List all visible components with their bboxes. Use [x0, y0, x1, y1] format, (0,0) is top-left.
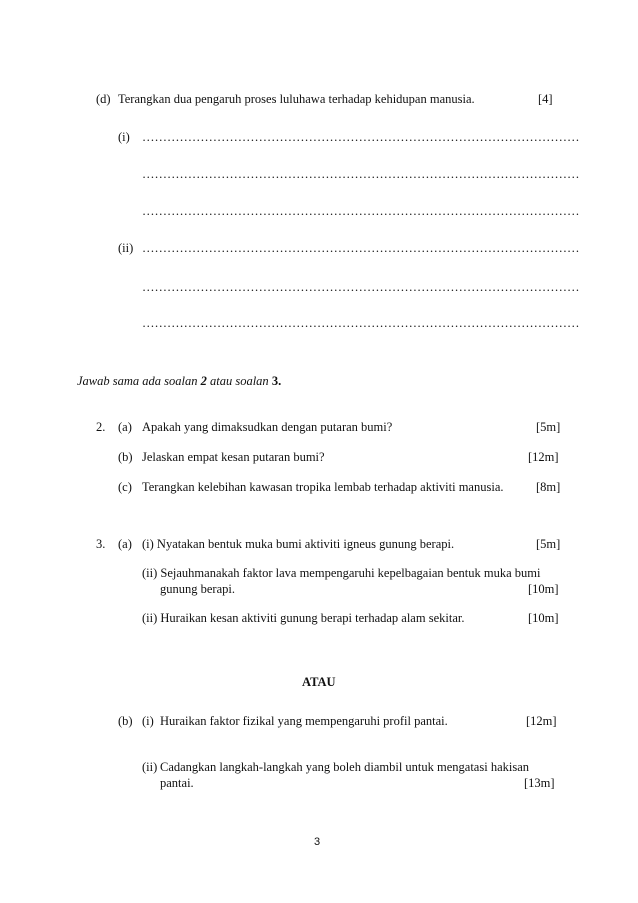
q2b-marks: [12m]: [528, 450, 559, 464]
q3a-iii-marks: [10m]: [528, 611, 559, 625]
q3b-label: (b): [118, 714, 133, 728]
q2c-marks: [8m]: [536, 480, 561, 494]
q2-number: 2.: [96, 420, 106, 434]
q2a-label: (a): [118, 420, 132, 434]
q3b-i-label: (i): [142, 714, 154, 728]
q3b-i-marks: [12m]: [526, 714, 557, 728]
answer-line: ……………………………………………………………………………………………: [142, 167, 580, 181]
q3a-i-text: (i) Nyatakan bentuk muka bumi aktiviti igneus gunung berapi.: [142, 537, 455, 551]
q2c-label: (c): [118, 480, 132, 494]
answer-line: ……………………………………………………………………………………………: [142, 130, 580, 144]
q3a-ii-cont: gunung berapi.: [160, 582, 235, 596]
q3b-i-text: Huraikan faktor fizikal yang mempengaruhi profil pantai.: [160, 714, 448, 728]
q3b-ii-marks: [13m]: [524, 776, 555, 790]
answer-line: ……………………………………………………………………………………………: [142, 316, 580, 330]
q3a-ii-marks: [10m]: [528, 582, 559, 596]
q2c-text: Terangkan kelebihan kawasan tropika lembab terhadap aktiviti manusia.: [142, 480, 504, 494]
q1d-question: Terangkan dua pengaruh proses luluhawa terhadap kehidupan manusia.: [118, 92, 475, 106]
answer-line: ……………………………………………………………………………………………: [142, 241, 580, 255]
q1d-marks: [4]: [538, 92, 553, 106]
q3b-ii-cont: pantai.: [160, 776, 194, 790]
answer-line: ……………………………………………………………………………………………: [142, 280, 580, 294]
q3a-iii-text: (ii) Huraikan kesan aktiviti gunung berapi terhadap alam sekitar.: [142, 611, 465, 625]
instruction: Jawab sama ada soalan 2 atau soalan 3.: [77, 374, 282, 388]
answer-line: ……………………………………………………………………………………………: [142, 204, 580, 218]
page-number: 3: [314, 836, 321, 848]
q3b-ii-label: (ii): [142, 760, 158, 774]
q3a-i-marks: [5m]: [536, 537, 561, 551]
q2a-text: Apakah yang dimaksudkan dengan putaran bumi?: [142, 420, 393, 434]
q2a-marks: [5m]: [536, 420, 561, 434]
q3-number: 3.: [96, 537, 106, 551]
q2b-label: (b): [118, 450, 133, 464]
q1d-label: (d): [96, 92, 111, 106]
answer-label-i: (i): [118, 130, 130, 144]
q2b-text: Jelaskan empat kesan putaran bumi?: [142, 450, 325, 464]
q3b-ii-text: Cadangkan langkah-langkah yang boleh diambil untuk mengatasi hakisan: [160, 760, 530, 774]
or-heading: ATAU: [302, 675, 336, 689]
q3a-ii-text: (ii) Sejauhmanakah faktor lava mempengaruhi kepelbagaian bentuk muka bumi: [142, 566, 541, 580]
answer-label-ii: (ii): [118, 241, 134, 255]
q3a-label: (a): [118, 537, 132, 551]
